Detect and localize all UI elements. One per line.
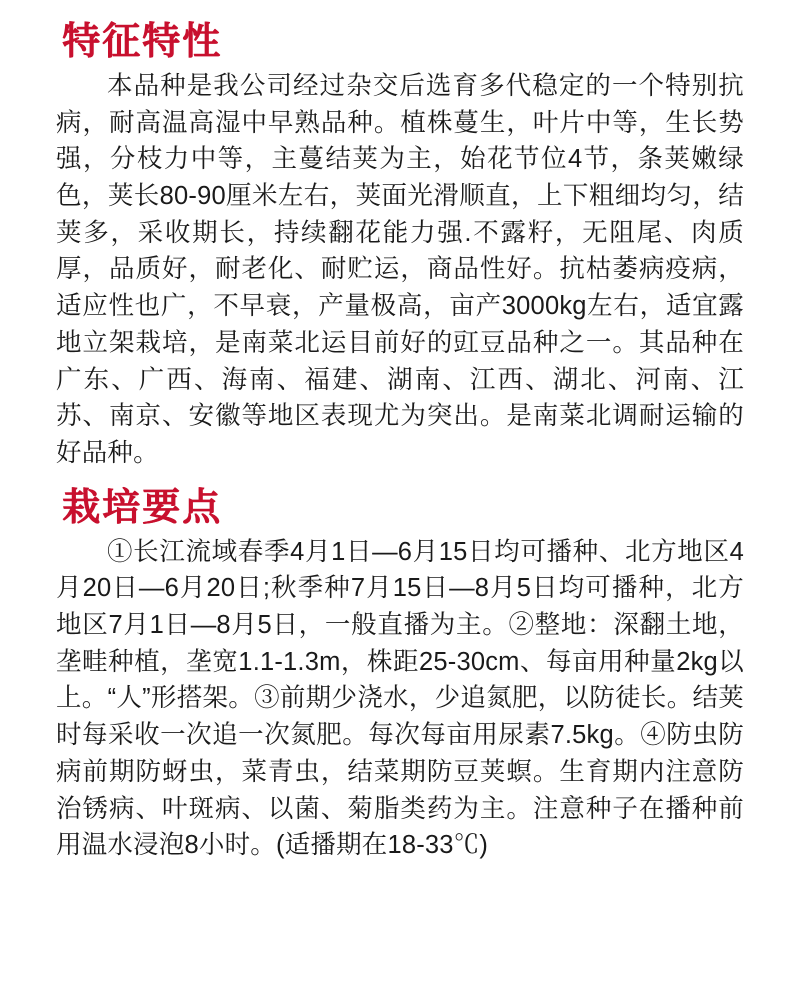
section-cultivation: [56, 488, 744, 864]
section-characteristics: [56, 22, 744, 472]
section-body-cultivation: ①长江流域春季4月1日—6月15日均可播种、北方地区4月20日—6月20日;秋季种7月15日—8月5日均可播种，北方地区7月1日—8月5日，一般直播为主。②整地：深翻土地，垄畦种植，垄宽1.1-1.3m，株距25-30cm、每亩用种量2kg以上。“人”形搭架。③前期少浇水，少追氮肥，以防徒长。结荚时每采收一次追一次氮肥。每次每亩用尿素7.5kg。④防虫防病前期防蚜虫，菜青虫，结菜期防豆荚螟。生育期内注意防治锈病、叶斑病、以菌、菊脂类药为主。注意种子在播种前用温水浸泡8小时。(适播期在18-33℃): [56, 537, 744, 860]
section-heading-cultivation: 栽培要点: [62, 486, 223, 529]
section-heading-characteristics: 特征特性: [62, 21, 223, 63]
section-body-characteristics: 本品种是我公司经过杂交后选育多代稳定的一个特别抗病，耐高温高湿中早熟品种。植株蔓生，叶片中等，生长势强，分枝力中等，主蔓结荚为主，始花节位4节，条荚嫩绿色，荚长80-90厘米左右，荚面光滑顺直，上下粗细均匀，结荚多，采收期长，持续翻花能力强.不露籽，无阻尾、肉质厚，品质好，耐老化、耐贮运，商品性好。抗枯萎病疫病，适应性也广，不早衰，产量极高，亩产3000kg左右，适宜露地立架栽培，是南菜北运目前好的豇豆品种之一。其品种在广东、广西、海南、福建、湖南、江西、湖北、河南、江苏、南京、安徽等地区表现尤为突出。是南菜北调耐运输的好品种。: [56, 71, 744, 467]
